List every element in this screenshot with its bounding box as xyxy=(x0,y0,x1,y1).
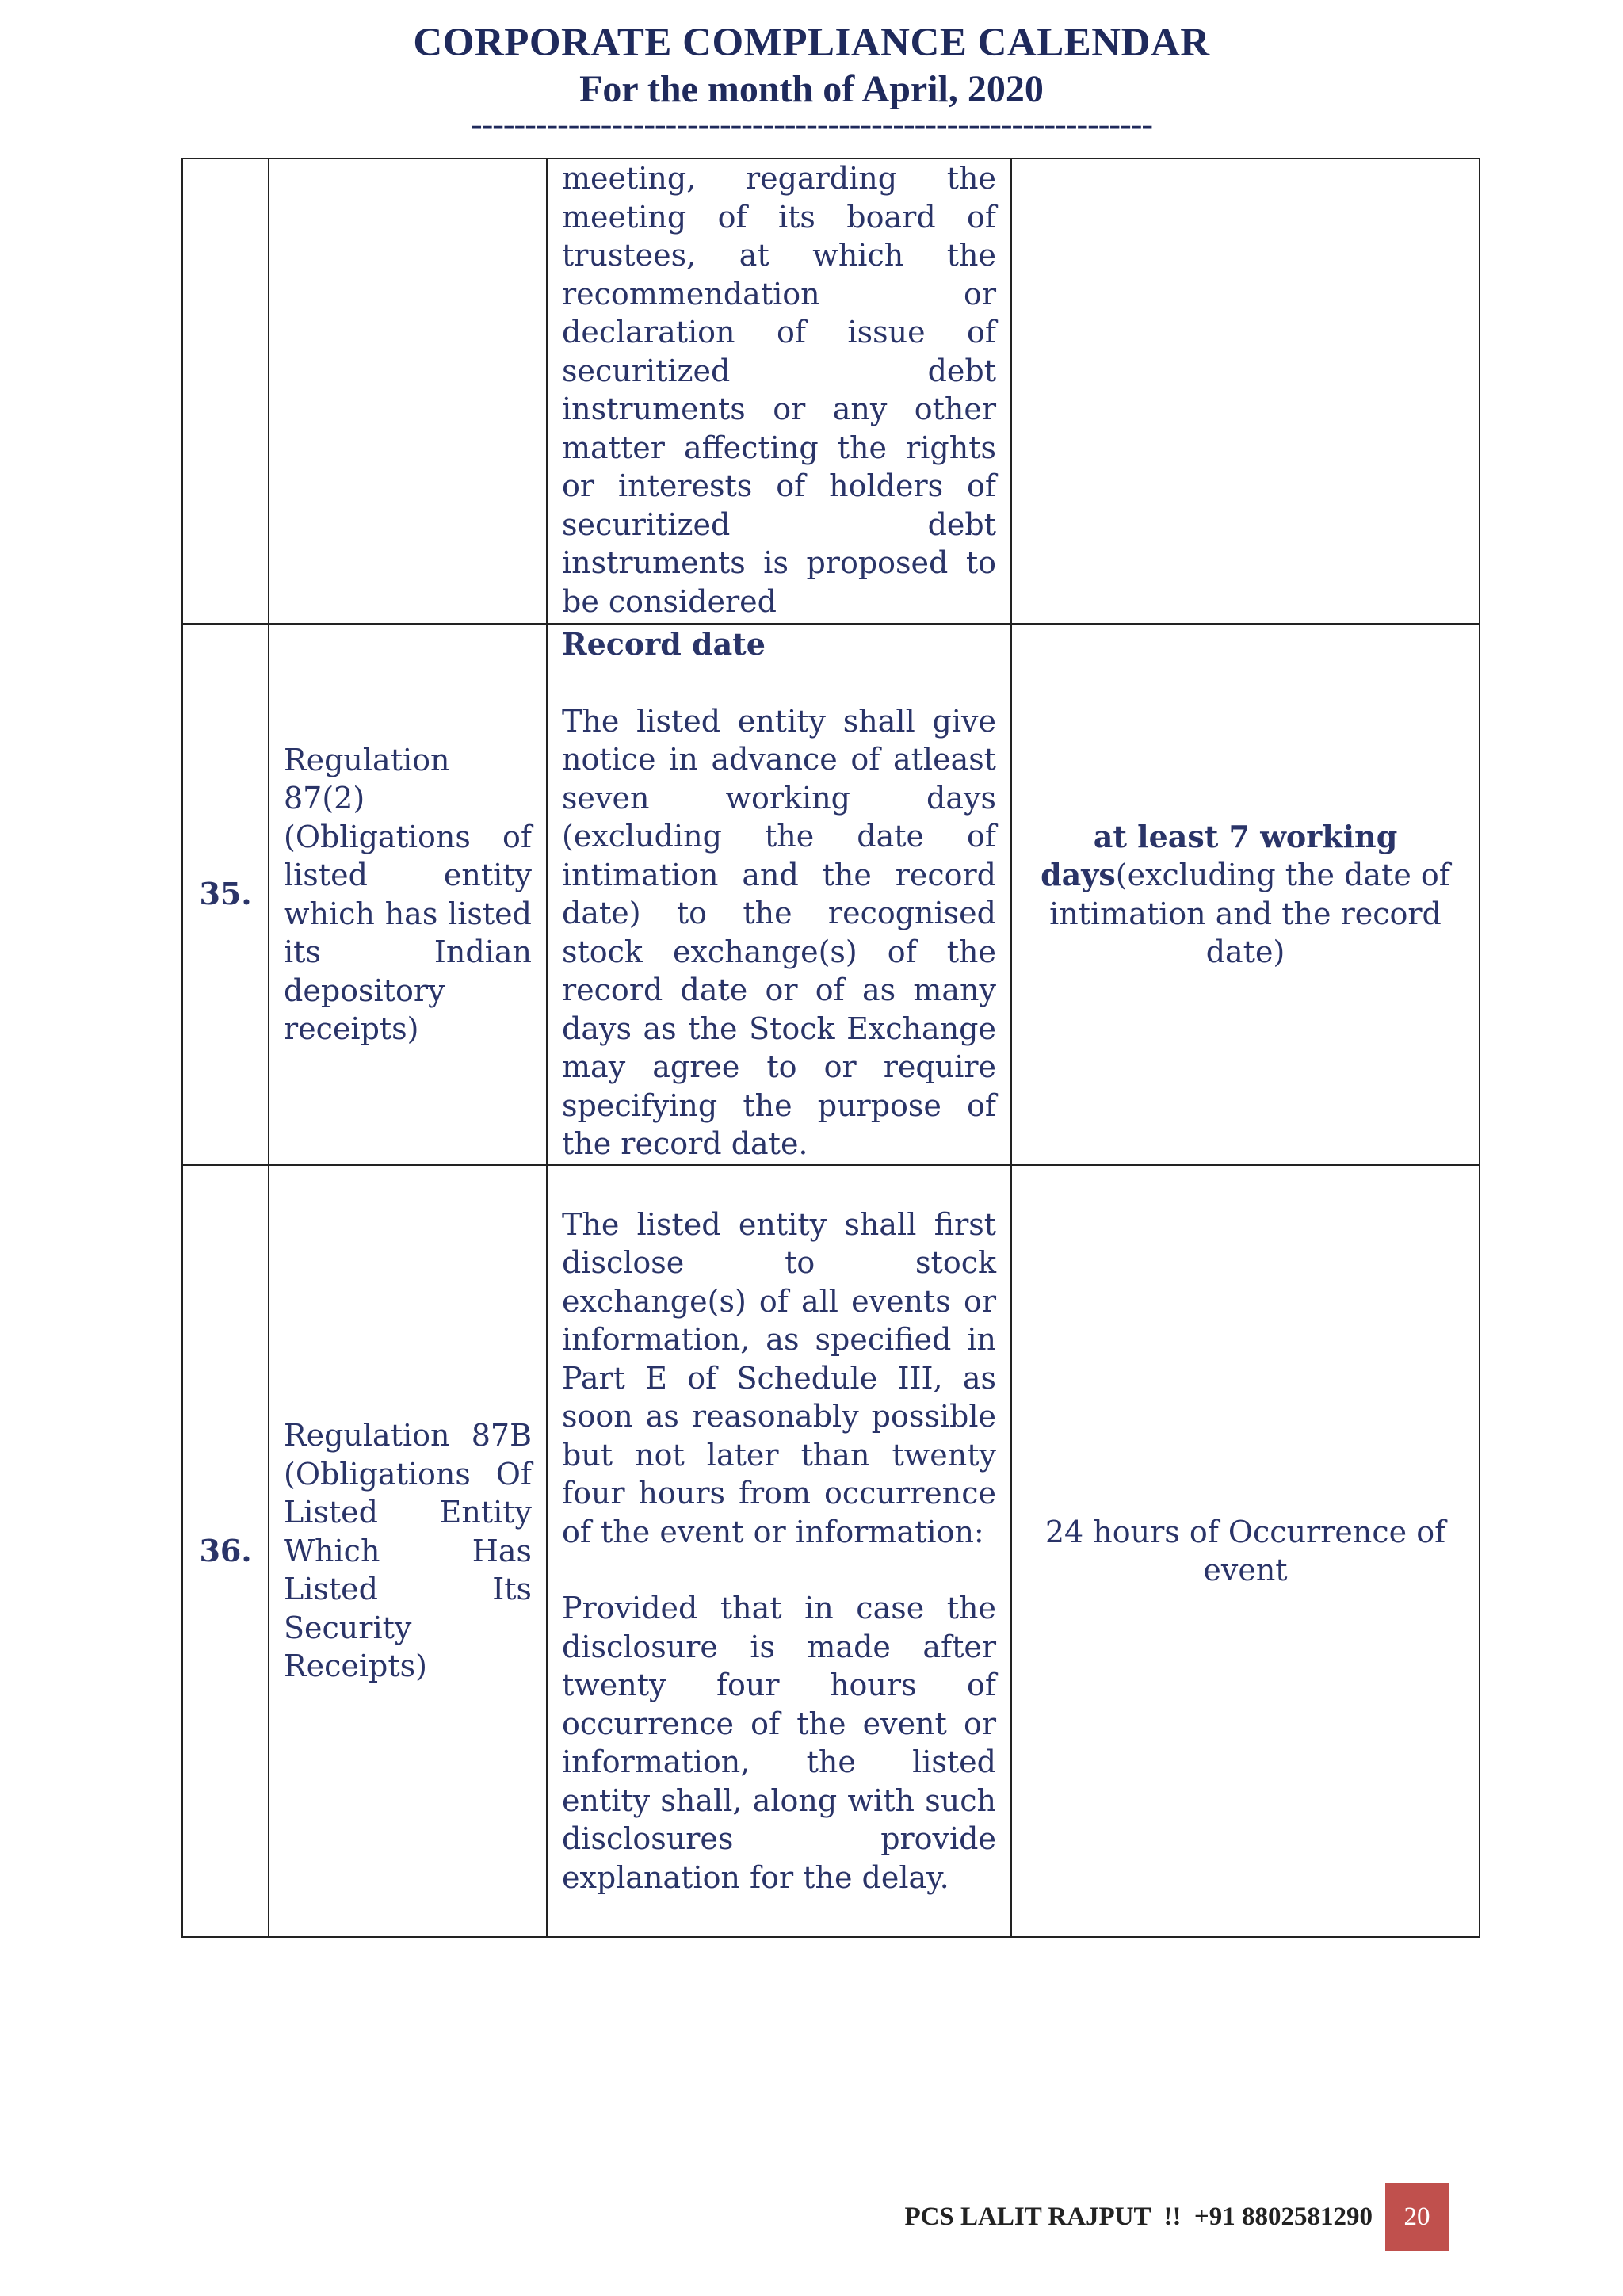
page-number-badge: 20 xyxy=(1385,2183,1449,2251)
regulation-cell xyxy=(269,159,547,624)
description-text: The listed entity shall give notice in advance of atleast seven working days (excluding the date of intimation and the record date) to the recognised stock exchange(s) of the record date or of as many days as the Stock Exchange may agree to or require specifying the purpose of the record date. xyxy=(562,703,996,1162)
due-date-cell: 24 hours of Occurrence of event xyxy=(1011,1165,1480,1937)
due-date-detail: (excluding the date of intimation and the record date) xyxy=(1049,858,1450,969)
document-title: CORPORATE COMPLIANCE CALENDAR xyxy=(413,21,1210,65)
regulation-cell: Regulation 87B (Obligations Of Listed Entity Which Has Listed Its Security Receipts) xyxy=(269,1165,547,1937)
footer-text: PCS LALIT RAJPUT !! +91 8802581290 xyxy=(904,2202,1373,2231)
due-date-cell xyxy=(1011,159,1480,624)
description-text: meeting, regarding the meeting of its board of trustees, at which the recommendation or declaration of issue of securitized debt instruments or any other matter affecting the rights or interests of holders of securitized debt instruments is proposed to be considered xyxy=(562,161,996,619)
row-number: 36. xyxy=(182,1165,269,1937)
footer-contact xyxy=(872,2183,1449,2251)
description-proviso: Provided that in case the disclosure is made after twenty four hours of occurrence of the event or information, the listed entity shall, along with such disclosures provide explanation for the delay. xyxy=(562,1591,996,1895)
due-date-cell xyxy=(1011,624,1480,1165)
document-subtitle: For the month of April, 2020 xyxy=(579,68,1044,110)
description-text: The listed entity shall first disclose to stock exchange(s) of all events or information, as specified in Part E of Schedule III, as soon as reasonably possible but not later than twenty four hours from occurrence of the event or information: xyxy=(562,1206,996,1549)
table-row xyxy=(182,1165,1480,1937)
row-number: 35. xyxy=(182,624,269,1165)
due-date-emphasis: at least 7 working days xyxy=(1041,818,1398,892)
regulation-cell: Regulation 87(2) (Obligations of listed entity which has listed its Indian depository receipts) xyxy=(269,624,547,1165)
row-number xyxy=(182,159,269,624)
description-cell xyxy=(547,159,1011,624)
table-row xyxy=(182,624,1480,1165)
table-row xyxy=(182,159,1480,624)
header-rule: --------------------------------------------------------------- xyxy=(470,114,1153,135)
page-header xyxy=(0,19,1623,135)
compliance-table xyxy=(181,158,1480,1938)
description-cell xyxy=(547,1165,1011,1937)
description-cell xyxy=(547,624,1011,1165)
description-title: Record date xyxy=(562,626,766,663)
